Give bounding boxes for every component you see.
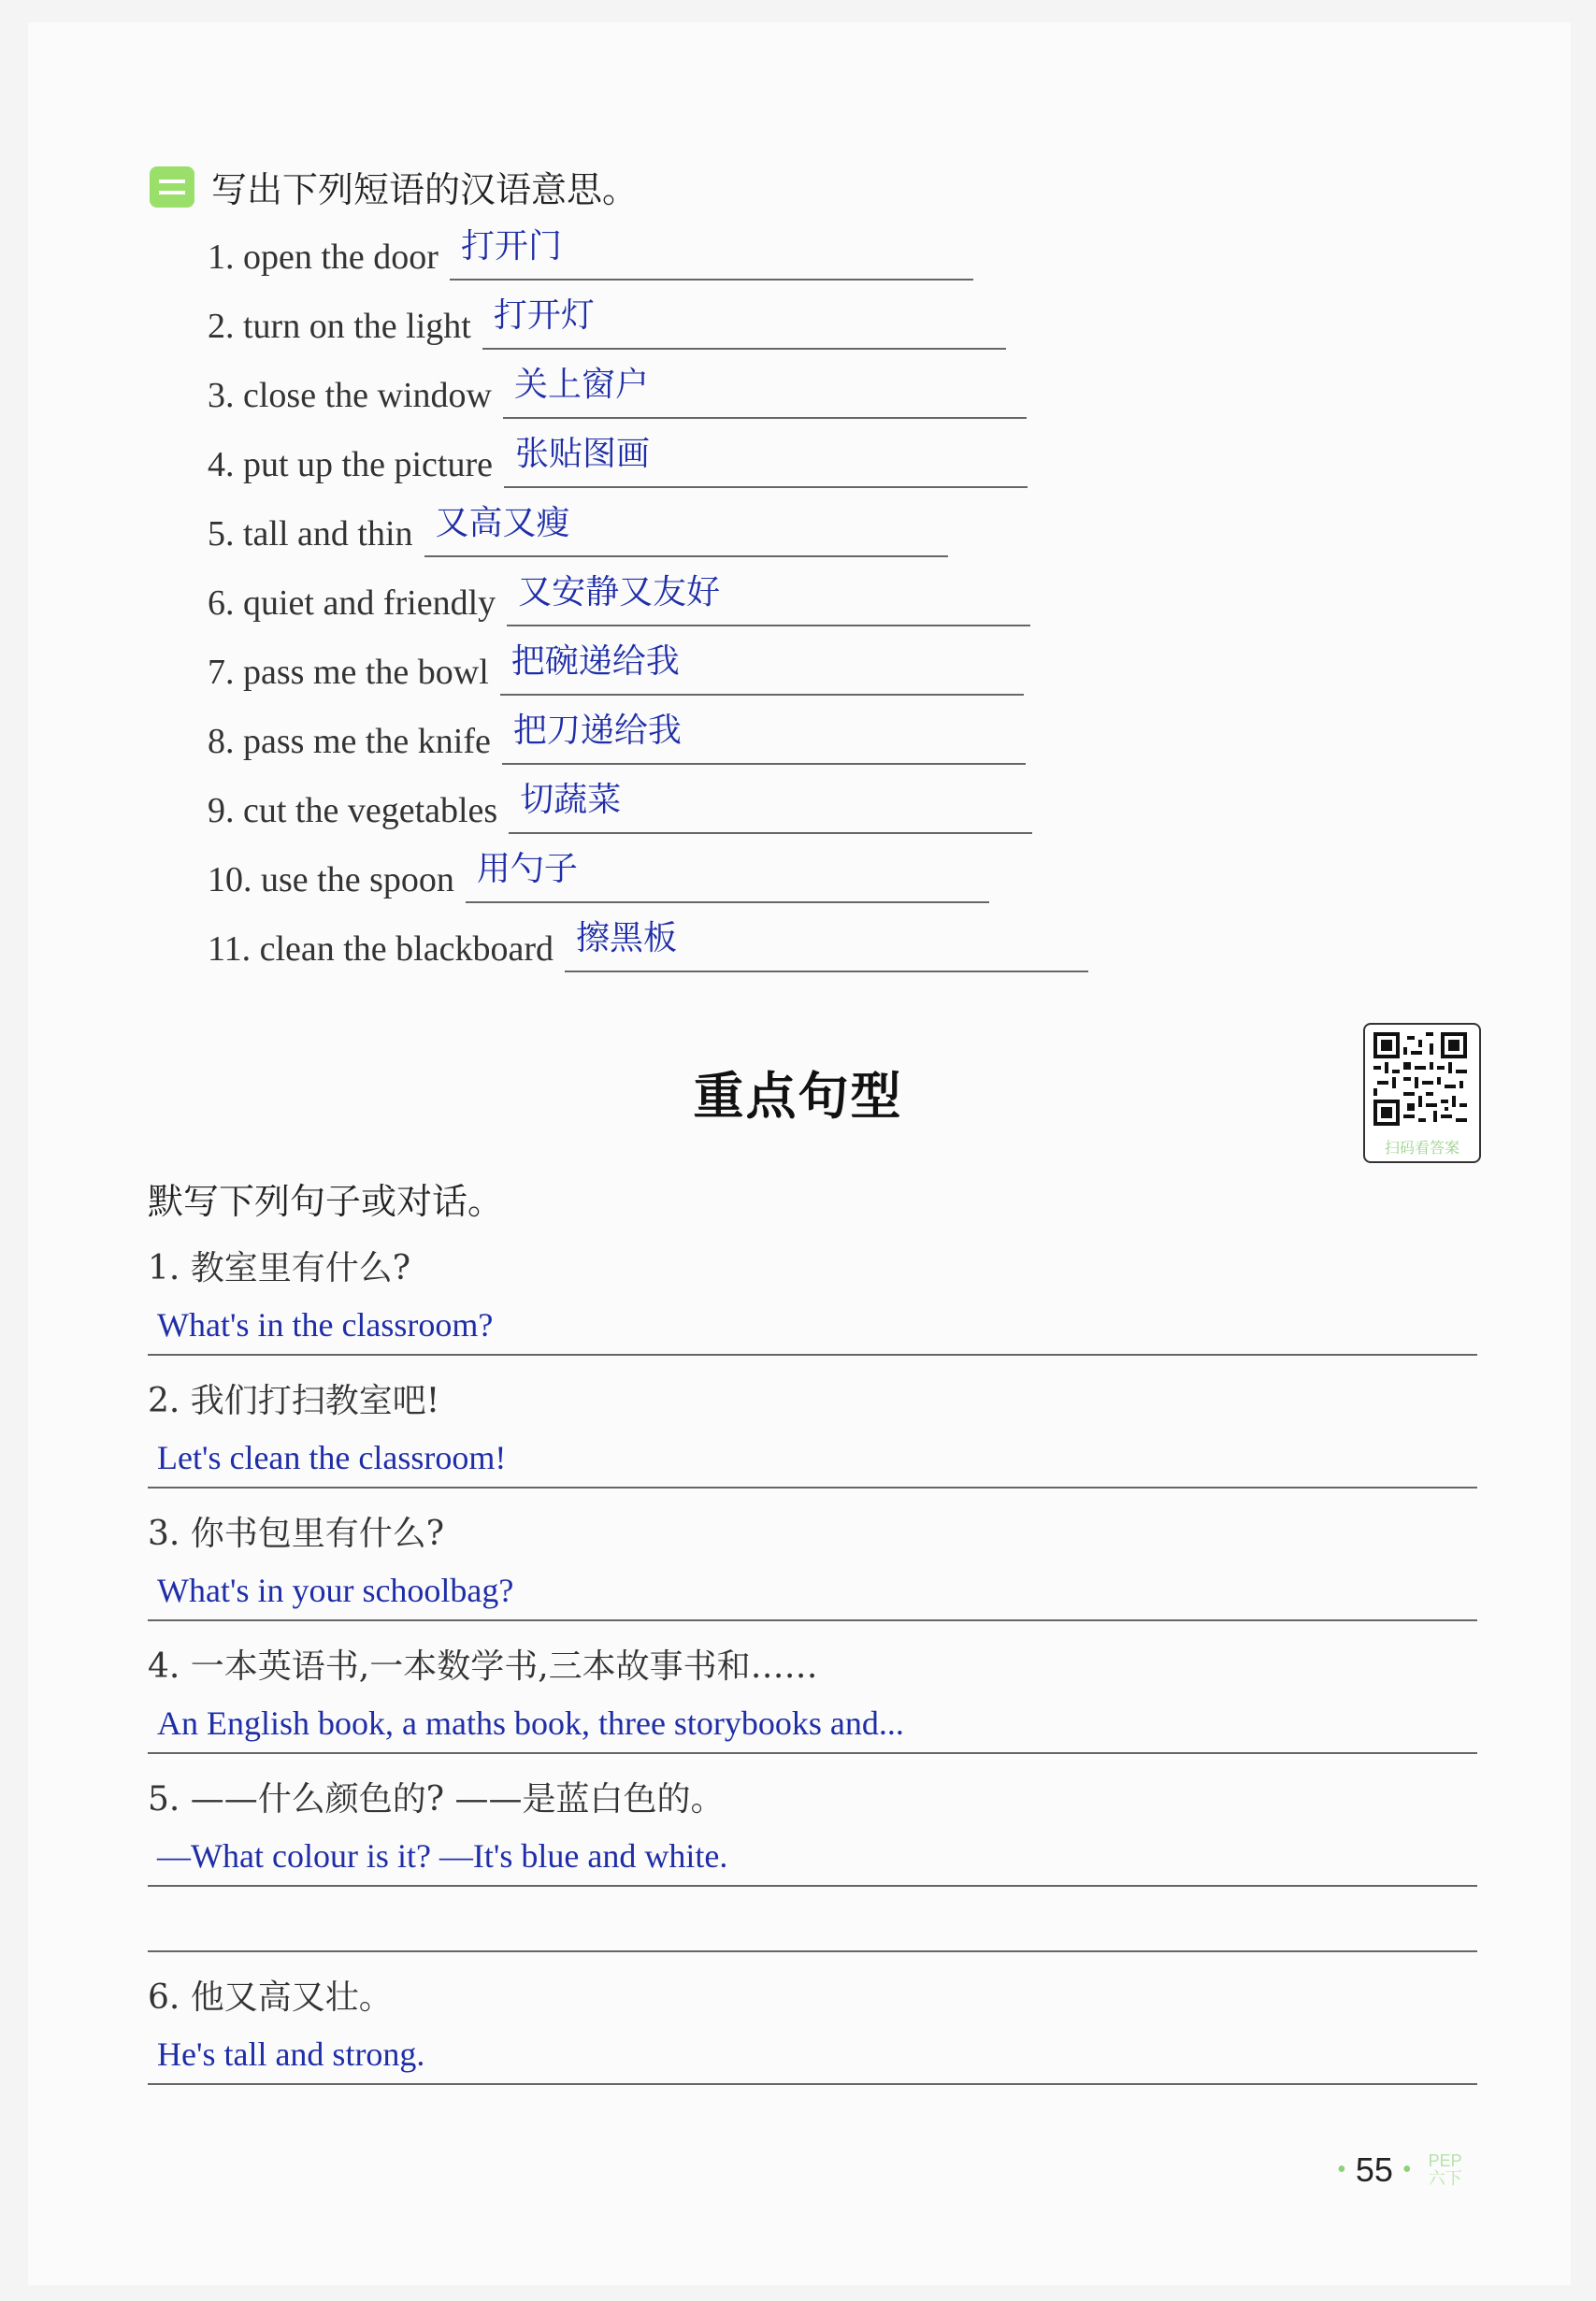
answer-line[interactable] — [148, 1618, 1477, 1621]
question: 4. 一本英语书,一本数学书,三本故事书和…… — [148, 1647, 818, 1686]
phrase-english: 4. put up the picture — [208, 445, 493, 484]
page-footer — [1328, 2150, 1462, 2190]
answer-blank[interactable] — [482, 295, 1006, 350]
phrase-english: 3. close the window — [208, 376, 492, 415]
phrase-english: 8. pass me the knife — [208, 722, 491, 761]
series-bottom: 六下 — [1428, 2169, 1462, 2188]
phrase-item — [208, 847, 989, 903]
phrase-english: 2. turn on the light — [208, 307, 471, 346]
answer-line[interactable] — [148, 2081, 1477, 2085]
question: 1. 教室里有什么? — [148, 1249, 411, 1287]
series-top: PEP — [1428, 2151, 1462, 2171]
answer-text: What's in your schoolbag? — [157, 1572, 514, 1609]
phrase-item — [208, 294, 1006, 350]
phrase-english: 6. quiet and friendly — [208, 583, 496, 623]
answer-blank[interactable] — [450, 226, 973, 280]
phrase-item — [208, 570, 1030, 626]
question: 3. 你书包里有什么? — [148, 1515, 445, 1553]
answer-text: He's tall and strong. — [157, 2035, 425, 2073]
phrase-answer: 打开门 — [460, 227, 562, 266]
section-number-badge-icon — [150, 166, 194, 208]
phrase-answer: 打开灯 — [493, 296, 595, 335]
phrase-answer: 把刀递给我 — [512, 712, 682, 750]
page-number: 55 — [1355, 2150, 1393, 2189]
phrase-english: 9. cut the vegetables — [208, 791, 498, 830]
answer-blank[interactable] — [565, 918, 1088, 972]
phrase-answer: 关上窗户 — [513, 366, 649, 404]
instruction: 默写下列句子或对话。 — [148, 1181, 504, 1222]
answer-line[interactable] — [148, 1352, 1477, 1356]
footer-dot-icon: • — [1337, 2155, 1346, 2184]
phrase-english: 1. open the door — [208, 237, 439, 277]
answer-line[interactable] — [148, 1485, 1477, 1488]
qr-code[interactable] — [1363, 1023, 1481, 1163]
footer-dot-icon: • — [1402, 2155, 1412, 2184]
answer-blank[interactable] — [424, 503, 948, 557]
phrase-answer: 用勺子 — [476, 850, 578, 888]
phrase-answer: 切蔬菜 — [520, 781, 622, 819]
answer-line[interactable] — [148, 1949, 1477, 1952]
question: 2. 我们打扫教室吧! — [148, 1382, 440, 1420]
section-header — [150, 161, 638, 212]
answer-text: —What colour is it? —It's blue and white. — [157, 1837, 728, 1875]
worksheet-page — [28, 22, 1571, 2285]
answer-blank[interactable] — [503, 365, 1027, 419]
phrase-item — [208, 501, 948, 557]
answer-blank[interactable] — [507, 572, 1030, 626]
answer-text: An English book, a maths book, three storybooks and... — [157, 1704, 904, 1742]
question: 6. 他又高又壮。 — [148, 1978, 393, 2017]
answer-line[interactable] — [148, 1750, 1477, 1754]
phrase-english: 11. clean the blackboard — [208, 929, 554, 969]
answer-blank[interactable] — [502, 711, 1026, 765]
phrase-item — [208, 640, 1024, 696]
phrase-item — [208, 778, 1032, 834]
answer-line[interactable] — [148, 1883, 1477, 1887]
phrase-item — [208, 916, 1088, 972]
series-mark — [1429, 2152, 1462, 2188]
phrase-answer: 又高又瘦 — [435, 504, 570, 542]
section-title: 写出下列短语的汉语意思。 — [211, 169, 639, 210]
answer-text: What's in the classroom? — [157, 1306, 494, 1344]
phrase-english: 5. tall and thin — [208, 514, 413, 554]
qr-label: 扫码看答案 — [1384, 1139, 1459, 1157]
question: 5. ——什么颜色的? ——是蓝白色的。 — [148, 1780, 725, 1819]
phrase-answer: 把碗递给我 — [510, 642, 680, 681]
phrase-item — [208, 709, 1026, 765]
answer-blank[interactable] — [504, 434, 1028, 488]
phrase-item — [208, 363, 1027, 419]
answer-blank[interactable] — [500, 641, 1024, 696]
phrase-english: 7. pass me the bowl — [208, 653, 489, 692]
answer-text: Let's clean the classroom! — [157, 1439, 507, 1476]
phrase-item — [208, 224, 973, 280]
phrase-answer: 擦黑板 — [575, 919, 677, 957]
phrase-answer: 又安静又友好 — [518, 573, 721, 611]
key-sentences-title: 重点句型 — [693, 1067, 903, 1126]
answer-blank[interactable] — [466, 849, 989, 903]
phrase-english: 10. use the spoon — [208, 860, 454, 899]
qr-code-icon — [1373, 1032, 1467, 1126]
phrase-item — [208, 432, 1028, 488]
phrase-answer: 张贴图画 — [514, 435, 650, 473]
answer-blank[interactable] — [509, 780, 1032, 834]
